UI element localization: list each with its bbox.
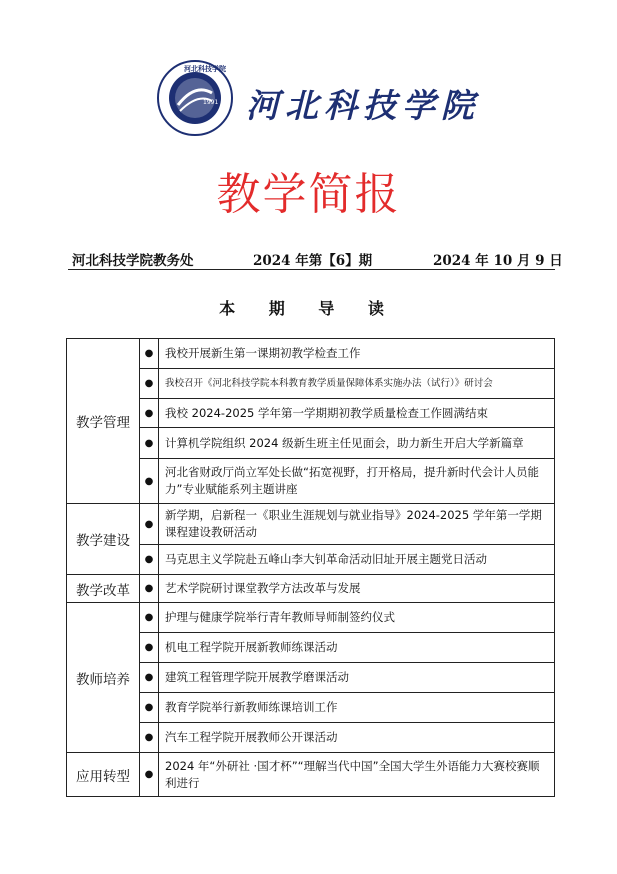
bullet-icon: ● bbox=[140, 603, 159, 633]
bullet-icon: ● bbox=[140, 369, 159, 399]
toc-item[interactable]: 计算机学院组织 2024 级新生班主任见面会，助力新生开启大学新篇章 bbox=[159, 428, 555, 459]
toc-row bbox=[67, 663, 555, 693]
bullet-icon: ● bbox=[140, 723, 159, 753]
toc-row bbox=[67, 753, 555, 797]
toc-row bbox=[67, 428, 555, 459]
toc-item[interactable]: 我校 2024-2025 学年第一学期期初教学质量检查工作圆满结束 bbox=[159, 399, 555, 428]
logo-arc-text: 河北科技学院 bbox=[184, 64, 226, 73]
toc-row bbox=[67, 723, 555, 753]
contents-table bbox=[66, 338, 555, 797]
toc-item[interactable]: 机电工程学院开展新教师练课活动 bbox=[159, 633, 555, 663]
issue-line bbox=[68, 247, 563, 270]
issue-date: 2024 年 10 月 9 日 bbox=[433, 253, 563, 269]
bullet-icon: ● bbox=[140, 545, 159, 575]
bullet-icon: ● bbox=[140, 459, 159, 504]
bullet-icon: ● bbox=[140, 663, 159, 693]
toc-row bbox=[67, 339, 555, 369]
toc-row bbox=[67, 459, 555, 504]
toc-item[interactable]: 建筑工程管理学院开展教学磨课活动 bbox=[159, 663, 555, 693]
issue-department: 河北科技学院教务处 bbox=[72, 253, 194, 269]
toc-item[interactable]: 新学期，启新程一《职业生涯规划与就业指导》2024-2025 学年第一学期课程建设教研活动 bbox=[159, 504, 555, 545]
toc-row bbox=[67, 693, 555, 723]
toc-item[interactable]: 汽车工程学院开展教师公开课活动 bbox=[159, 723, 555, 753]
toc-row bbox=[67, 575, 555, 603]
school-name: 河北科技学院 bbox=[246, 86, 480, 125]
category-cell: 教师培养 bbox=[67, 603, 140, 753]
toc-item[interactable]: 教育学院举行新教师练课培训工作 bbox=[159, 693, 555, 723]
bullet-icon: ● bbox=[140, 575, 159, 603]
toc-row bbox=[67, 545, 555, 575]
toc-item[interactable]: 河北省财政厅尚立军处长做“拓宽视野，打开格局，提升新时代会计人员能力”专业赋能系列主题讲座 bbox=[159, 459, 555, 504]
toc-row bbox=[67, 603, 555, 633]
logo-year: 1991 bbox=[203, 99, 219, 106]
guide-title: 本 期 导 读 bbox=[219, 299, 398, 318]
toc-item[interactable]: 我校召开《河北科技学院本科教育教学质量保障体系实施办法（试行）》研讨会 bbox=[159, 369, 555, 399]
category-cell: 教学建设 bbox=[67, 504, 140, 575]
toc-row bbox=[67, 369, 555, 399]
bullet-icon: ● bbox=[140, 753, 159, 797]
toc-item[interactable]: 护理与健康学院举行青年教师导师制签约仪式 bbox=[159, 603, 555, 633]
bullet-icon: ● bbox=[140, 633, 159, 663]
toc-item[interactable]: 我校开展新生第一课期初教学检查工作 bbox=[159, 339, 555, 369]
toc-row bbox=[67, 633, 555, 663]
bullet-icon: ● bbox=[140, 693, 159, 723]
bullet-icon: ● bbox=[140, 428, 159, 459]
toc-item[interactable]: 艺术学院研讨课堂教学方法改革与发展 bbox=[159, 575, 555, 603]
page-title: 教学简报 bbox=[216, 169, 401, 220]
school-logo bbox=[156, 59, 234, 137]
category-cell: 应用转型 bbox=[67, 753, 140, 797]
bullet-icon: ● bbox=[140, 504, 159, 545]
toc-item[interactable]: 2024 年“外研社 ·国才杯”“理解当代中国”全国大学生外语能力大赛校赛顺利进行 bbox=[159, 753, 555, 797]
bullet-icon: ● bbox=[140, 399, 159, 428]
toc-row bbox=[67, 504, 555, 545]
issue-number: 2024 年第【6】期 bbox=[253, 253, 373, 269]
bullet-icon: ● bbox=[140, 339, 159, 369]
category-cell: 教学管理 bbox=[67, 339, 140, 504]
toc-item[interactable]: 马克思主义学院赴五峰山李大钊革命活动旧址开展主题党日活动 bbox=[159, 545, 555, 575]
category-cell: 教学改革 bbox=[67, 575, 140, 603]
toc-row bbox=[67, 399, 555, 428]
